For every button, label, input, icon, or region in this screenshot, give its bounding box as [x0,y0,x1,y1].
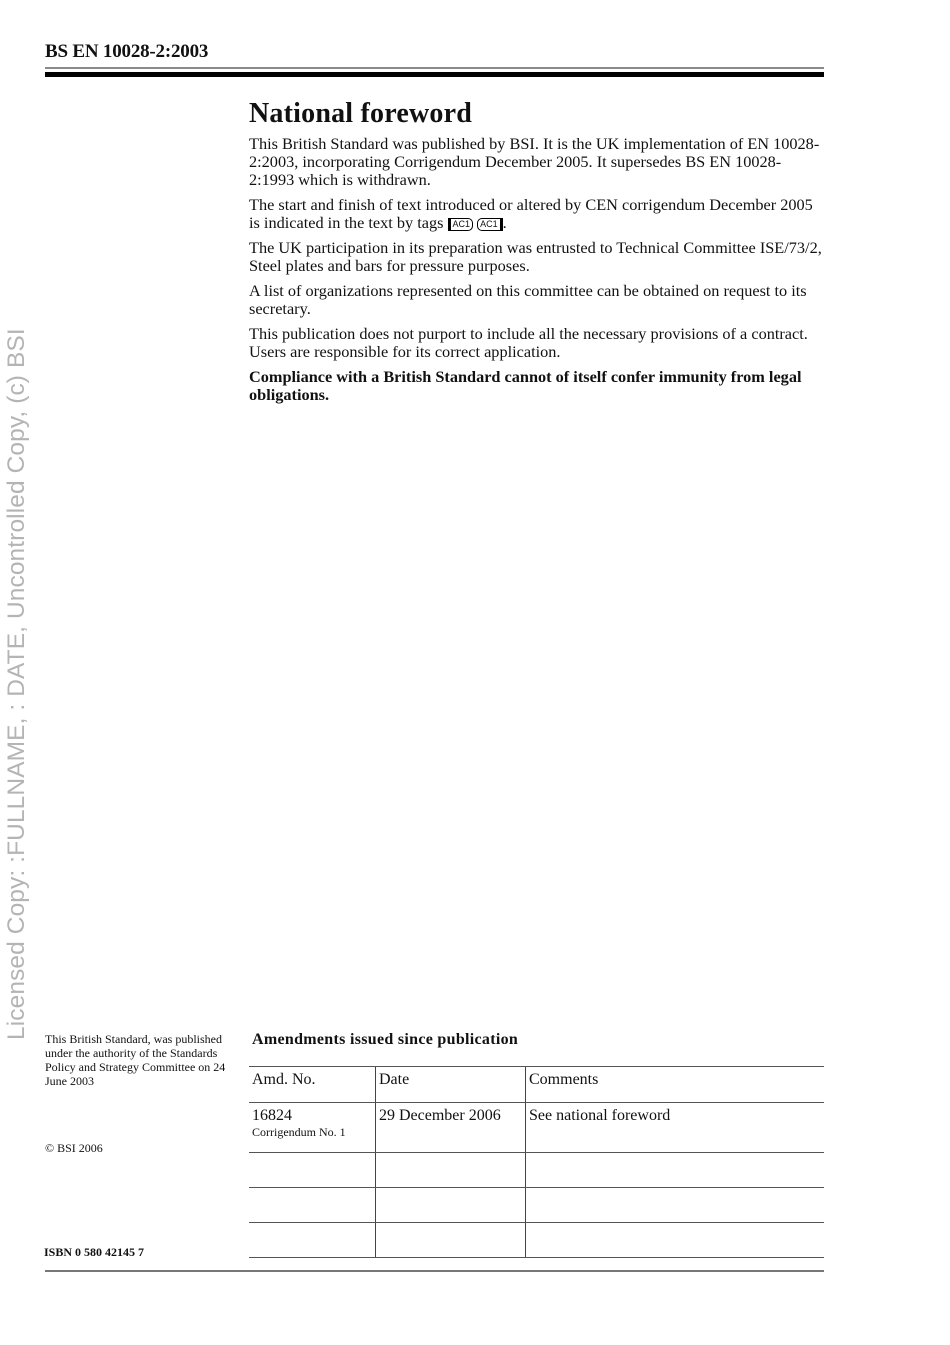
amendments-title: Amendments issued since publication [252,1031,519,1048]
table-row [249,1188,824,1223]
comments-cell: See national foreword [526,1103,825,1153]
foreword-paragraph-intro: This British Standard was published by BSI. It is the UK implementation of EN 10028-2:2003, incorporating Corrigendum December 2005. It supersedes BS EN 10028-2:1993 which is withdrawn. [249,134,820,189]
amd-no: 16824 [252,1107,292,1124]
amd-no-cell [249,1223,376,1258]
amd-no-cell [249,1153,376,1188]
table-row [249,1103,824,1153]
copyright-notice: © BSI 2006 [45,1141,103,1155]
foreword-paragraph-contract: This publication does not purport to include all the necessary provisions of a contract. Users are responsible for its correct application. [249,324,808,361]
license-watermark: Licensed Copy: :FULLNAME, : DATE, Uncontrolled Copy, (c) BSI [3,328,30,1040]
ac1-close-tag-icon: AC1 [477,218,503,231]
table-header-row [249,1067,824,1103]
header-thick-rule [45,72,824,77]
compliance-notice: Compliance with a British Standard cannot of itself confer immunity from legal obligations. [249,367,802,404]
amd-no-cell [249,1188,376,1223]
ac1-open-tag-icon: AC1 [448,218,474,231]
amd-no-cell [249,1103,376,1153]
foreword-paragraph-committee: The UK participation in its preparation was entrusted to Technical Committee ISE/73/2, Steel plates and bars for pressure purposes. [249,238,822,275]
section-title: National foreword [249,98,472,129]
comments-cell [526,1153,825,1188]
date-cell [376,1153,526,1188]
national-foreword-section [249,98,825,411]
foreword-paragraph-tags [249,196,825,232]
date-cell [376,1223,526,1258]
footer-rule [45,1270,824,1272]
column-header-date: Date [376,1067,526,1103]
table-row [249,1223,824,1258]
amd-sub: Corrigendum No. 1 [252,1125,346,1139]
foreword-paragraph-organizations: A list of organizations represented on this committee can be obtained on request to its secretary. [249,281,807,318]
table-row [249,1153,824,1188]
comments-cell [526,1223,825,1258]
column-header-amd-no: Amd. No. [249,1067,376,1103]
publication-authority-note: This British Standard, was published under the authority of the Standards Policy and Strategy Committee on 24 June 2003 [45,1032,226,1088]
amendments-table [249,1066,824,1258]
isbn: ISBN 0 580 42145 7 [44,1245,145,1259]
date-cell: 29 December 2006 [376,1103,526,1153]
date-cell [376,1188,526,1223]
comments-cell [526,1188,825,1223]
header-thin-rule [45,67,824,69]
tags-text: The start and finish of text introduced or altered by CEN corrigendum December 2005 is indicated in the text by tags [249,195,813,232]
document-id: BS EN 10028-2:2003 [45,41,209,62]
column-header-comments: Comments [526,1067,825,1103]
tags-end: . [502,213,507,232]
